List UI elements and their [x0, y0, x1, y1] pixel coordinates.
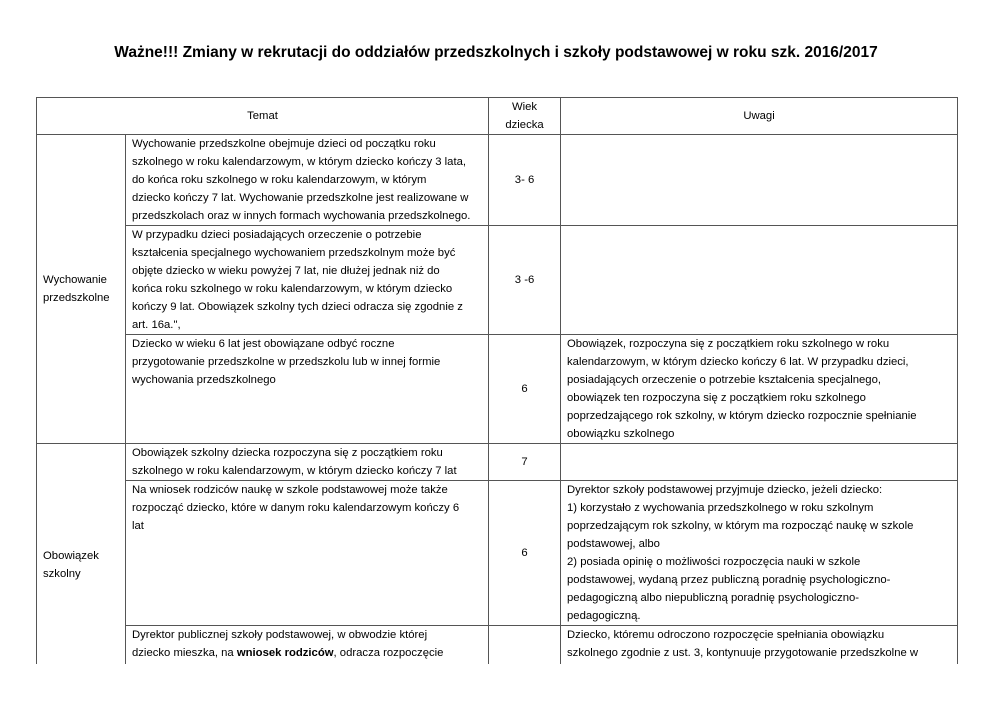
notes-line: Dyrektor szkoły podstawowej przyjmuje dziecko, jeżeli dziecko: — [567, 484, 883, 496]
table-row — [37, 226, 958, 335]
header-notes: Uwagi — [561, 98, 958, 135]
topic-line: Dyrektor publicznej szkoły podstawowej, w obwodzie której — [132, 629, 428, 641]
notes-line: poprzedzającego rok szkolny, w którym dziecko rozpocznie spełnianie — [567, 410, 917, 422]
category-cell — [37, 444, 126, 686]
age-cell: 3 -6 — [489, 226, 561, 335]
category-line: przedszkolne — [43, 292, 110, 304]
age-cell: 7 — [489, 444, 561, 481]
notes-line: pedagogiczną albo niepubliczną poradnię psychologiczno- — [567, 592, 860, 604]
topic-line: szkolnego w roku kalendarzowym, w którym dziecko kończy 3 lata, — [132, 156, 467, 168]
topic-cell — [126, 135, 489, 226]
table-row — [37, 444, 958, 481]
topic-line: art. 16a.", — [132, 319, 181, 331]
notes-line: kalendarzowym, w którym dziecko kończy 6 lat. W przypadku dzieci, — [567, 356, 909, 368]
category-cell — [37, 135, 126, 444]
age-cell: 3- 6 — [489, 135, 561, 226]
notes-line: pedagogiczną. — [567, 610, 641, 622]
notes-cell — [561, 135, 958, 226]
header-age-line2: dziecka — [505, 119, 544, 131]
topic-line: Dziecko w wieku 6 lat jest obowiązane odbyć roczne — [132, 338, 395, 350]
header-age — [489, 98, 561, 135]
topic-line: przygotowanie przedszkolne w przedszkolu lub w innej formie — [132, 356, 441, 368]
notes-line: Obowiązek, rozpoczyna się z początkiem roku szkolnego w roku — [567, 338, 890, 350]
topic-line: końca roku szkolnego w roku kalendarzowym, w którym dziecko — [132, 283, 453, 295]
topic-line: objęte dziecko w wieku powyżej 7 lat, nie dłużej jednak niż do — [132, 265, 440, 277]
notes-line: obowiązek ten rozpoczyna się z początkiem roku szkolnego — [567, 392, 866, 404]
notes-line: Dziecko, któremu odroczono rozpoczęcie spełniania obowiązku — [567, 629, 885, 641]
table-row — [37, 335, 958, 444]
notes-line: posiadających orzeczenie o potrzebie kształcenia specjalnego, — [567, 374, 882, 386]
topic-line: dziecko kończy 7 lat. Wychowanie przedszkolne jest realizowane w — [132, 192, 469, 204]
header-age-line1: Wiek — [511, 101, 538, 113]
topic-line: kończy 9 lat. Obowiązek szkolny tych dzieci odracza się zgodnie z — [132, 301, 463, 313]
topic-line: rozpocząć dziecko, które w danym roku kalendarzowym kończy 6 — [132, 502, 460, 514]
bold-topic-text: wniosek rodziców — [236, 647, 334, 659]
topic-line: do końca roku szkolnego w roku kalendarzowym, w którym — [132, 174, 427, 186]
topic-line: Na wniosek rodziców naukę w szkole podstawowej może także — [132, 484, 448, 496]
recruitment-table — [36, 97, 958, 686]
topic-text: , odracza rozpoczęcie — [333, 647, 444, 659]
header-topic: Temat — [37, 98, 489, 135]
category-line: Obowiązek — [43, 549, 99, 562]
notes-line: poprzedzającym rok szkolny, w którym ma rozpocząć naukę w szkole — [567, 520, 914, 532]
notes-cell — [561, 335, 958, 444]
notes-line: podstawowej, albo — [567, 538, 660, 550]
table-row — [37, 135, 958, 226]
topic-line: Obowiązek szkolny dziecka rozpoczyna się z początkiem roku — [132, 447, 443, 459]
topic-cell — [126, 481, 489, 626]
notes-line: 1) korzystało z wychowania przedszkolnego w roku szkolnym — [567, 502, 874, 514]
topic-line: kształcenia specjalnego wychowaniem przedszkolnym może być — [132, 247, 456, 259]
topic-cell — [126, 444, 489, 481]
page-bottom-margin — [0, 664, 992, 702]
topic-line: wychowania przedszkolnego — [132, 374, 276, 386]
table-row — [37, 481, 958, 626]
topic-text: dziecko mieszka, na — [132, 647, 237, 659]
category-line: Wychowanie — [43, 274, 107, 286]
topic-line: lat — [132, 520, 144, 532]
topic-line: przedszkolach oraz w innych formach wychowania przedszkolnego. — [132, 210, 471, 222]
table-header-row — [37, 98, 958, 135]
age-cell: 6 — [489, 481, 561, 626]
category-line: szkolny — [43, 567, 81, 580]
notes-line: szkolnego zgodnie z ust. 3, kontynuuje przygotowanie przedszkolne w — [567, 647, 919, 659]
notes-line: podstawowej, wydaną przez publiczną poradnię psychologiczno- — [567, 574, 891, 586]
age-cell: 6 — [489, 335, 561, 444]
topic-cell — [126, 226, 489, 335]
page-title: Ważne!!! Zmiany w rekrutacji do oddziałów przedszkolnych i szkoły podstawowej w roku szk. 2016/2017 — [114, 44, 878, 61]
topic-line — [132, 644, 482, 662]
topic-line: szkolnego w roku kalendarzowym, w którym dziecko kończy 7 lat — [132, 465, 457, 477]
notes-line: obowiązku szkolnego — [567, 428, 675, 440]
topic-line: Wychowanie przedszkolne obejmuje dzieci od początku roku — [132, 138, 436, 150]
notes-line: 2) posiada opinię o możliwości rozpoczęcia nauki w szkole — [567, 556, 861, 568]
notes-cell — [561, 226, 958, 335]
topic-line: W przypadku dzieci posiadających orzeczenie o potrzebie — [132, 229, 422, 241]
topic-cell — [126, 335, 489, 444]
notes-cell — [561, 444, 958, 481]
notes-cell — [561, 481, 958, 626]
